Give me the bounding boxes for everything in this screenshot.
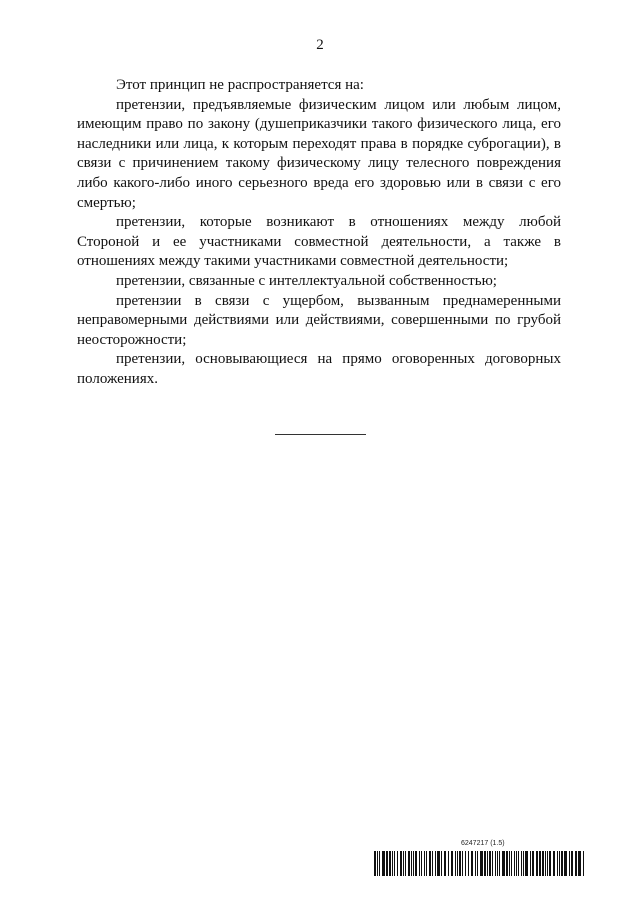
paragraph-claims-intentional-damage: претензии в связи с ущербом, вызванным преднамеренными неправомерными действиями или действиями, совершенными по грубой неосторожности; [77, 292, 561, 348]
paragraph-claims-joint-activity: претензии, которые возникают в отношениях между любой Стороной и ее участниками совместной деятельности, а также в отношениях между такими участниками совместной деятельности; [77, 214, 561, 270]
paragraph-claims-intellectual-property: претензии, связанные с интеллектуальной собственностью; [116, 272, 497, 289]
end-separator-line [275, 434, 366, 435]
body-text [77, 76, 561, 390]
paragraph-intro: Этот принцип не распространяется на: [116, 77, 364, 93]
page-number: 2 [316, 37, 324, 53]
document-code: 6247217 (1.5) [461, 840, 505, 847]
barcode-image [374, 851, 586, 876]
paragraph-claims-contractual: претензии, основывающиеся на прямо оговоренных договорных положениях. [77, 351, 561, 387]
paragraph-claims-personal-injury: претензии, предъявляемые физическим лицом или любым лицом, имеющим право по закону (душеприказчики такого физического лица, его наследники или лица, к которым переходят права в порядке суброгации), в связи с причинением такому физическому лицу телесного повреждения либо какого-либо иного серьезного вреда его здоровью или в связи с его смертью; [77, 96, 561, 211]
